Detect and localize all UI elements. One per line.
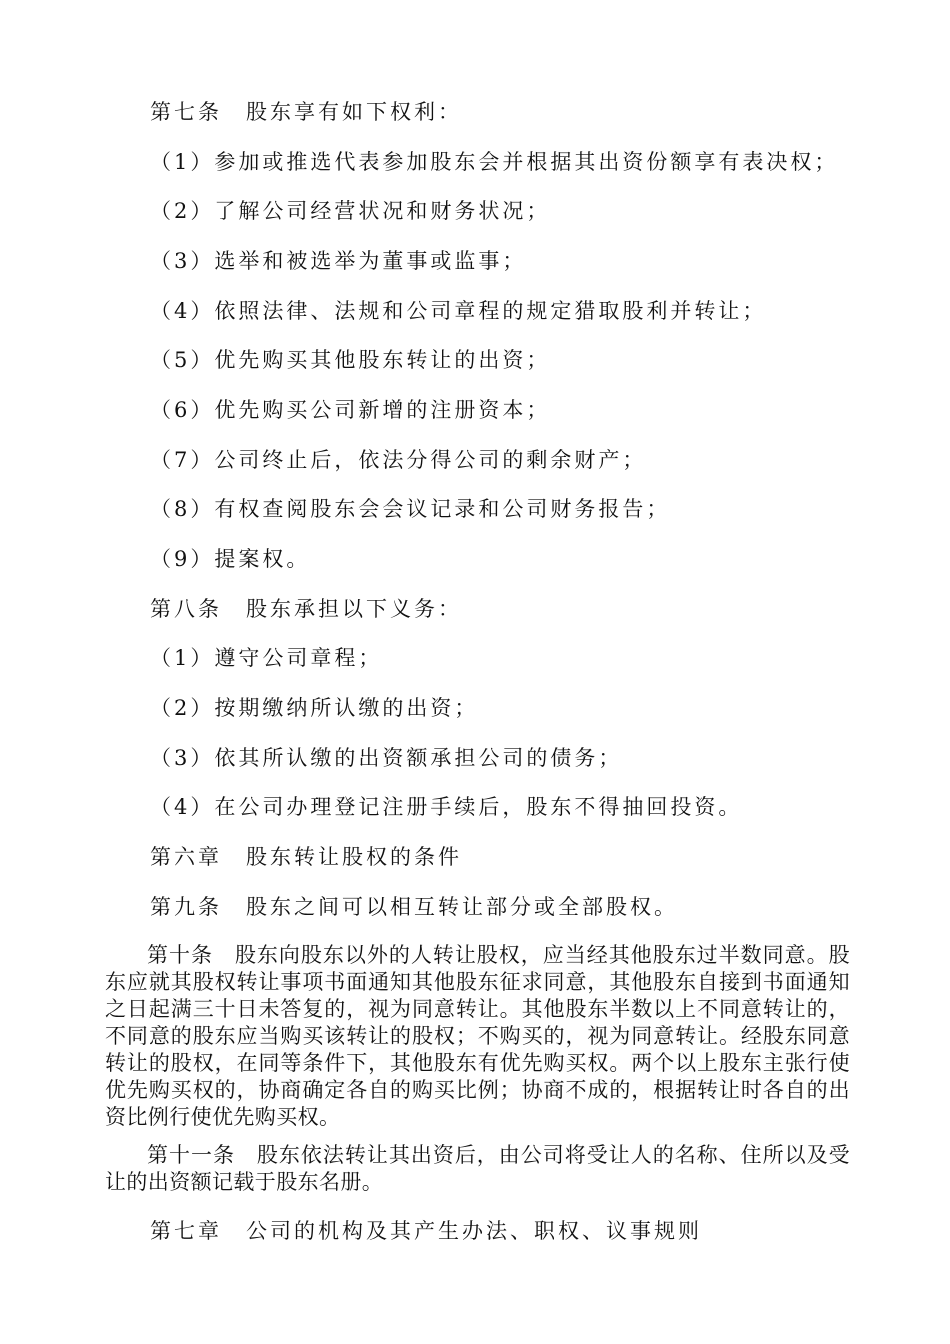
article-7-item-2: （2）了解公司经营状况和财务状况； xyxy=(150,199,551,223)
article-7-item-5: （5）优先购买其他股东转让的出资； xyxy=(150,348,551,372)
article-7-item-6: （6）优先购买公司新增的注册资本； xyxy=(150,398,551,422)
article-8-item-2: （2）按期缴纳所认缴的出资； xyxy=(150,696,479,720)
article-7-item-4: （4）依照法律、法规和公司章程的规定猎取股利并转让； xyxy=(150,299,767,323)
article-7-item-1: （1）参加或推选代表参加股东会并根据其出资份额享有表决权； xyxy=(150,150,839,174)
chapter-6-title: 第六章 股东转让股权的条件 xyxy=(150,845,462,869)
article-11-paragraph: 第十一条 股东依法转让其出资后，由公司将受让人的名称、住所以及受让的出资额记载于股东名册。 xyxy=(105,1143,850,1194)
chapter-7-title: 第七章 公司的机构及其产生办法、职权、议事规则 xyxy=(150,1219,702,1243)
article-7-item-3: （3）选举和被选举为董事或监事； xyxy=(150,249,527,273)
article-7-item-8: （8）有权查阅股东会会议记录和公司财务报告； xyxy=(150,497,671,521)
article-8-item-4: （4）在公司办理登记注册手续后，股东不得抽回投资。 xyxy=(150,795,743,819)
article-9: 第九条 股东之间可以相互转让部分或全部股权。 xyxy=(150,895,678,919)
article-7-item-7: （7）公司终止后，依法分得公司的剩余财产； xyxy=(150,448,647,472)
article-8-item-3: （3）依其所认缴的出资额承担公司的债务； xyxy=(150,746,623,770)
article-7-heading: 第七条 股东享有如下权利： xyxy=(150,100,462,124)
article-10-paragraph: 第十条 股东向股东以外的人转让股权，应当经其他股东过半数同意。股东应就其股权转让事项书面通知其他股东征求同意，其他股东自接到书面通知之日起满三十日未答复的，视为同意转让。其他股东半数以上不同意转让的，不同意的股东应当购买该转让的股权；不购买的，视为同意转让。经股东同意转让的股权，在同等条件下，其他股东有优先购买权。两个以上股东主张行使优先购买权的，协商确定各自的购买比例；协商不成的，根据转让时各自的出资比例行使优先购买权。 xyxy=(105,943,850,1129)
article-7-item-9: （9）提案权。 xyxy=(150,547,311,571)
article-8-heading: 第八条 股东承担以下义务： xyxy=(150,597,462,621)
article-8-item-1: （1）遵守公司章程； xyxy=(150,646,383,670)
